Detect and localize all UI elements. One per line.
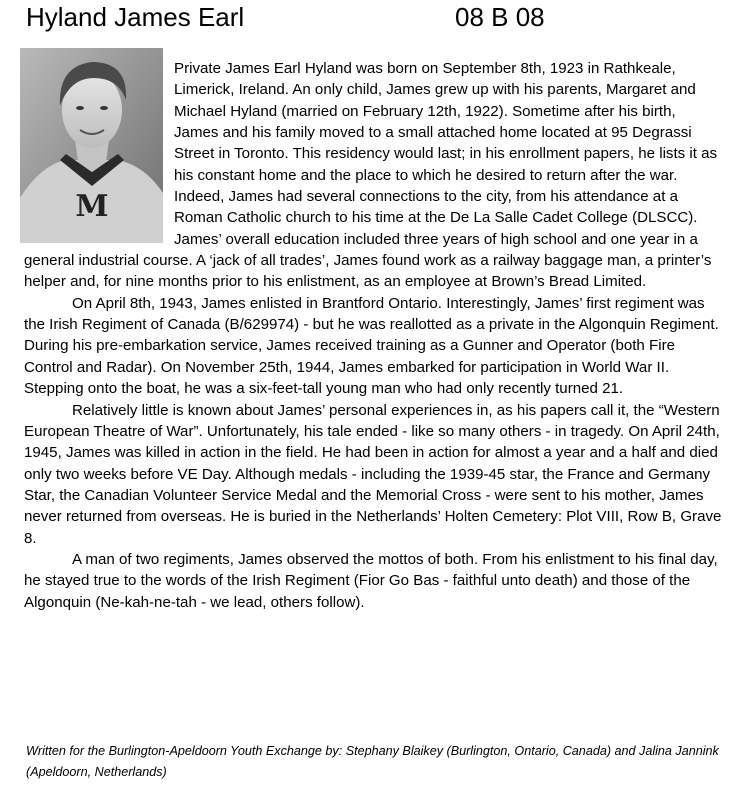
paragraph-early-life: Private James Earl Hyland was born on September 8th, 1923 in Rathkeale, Limerick, Ireland. An only child, James grew up with his parents, Margaret and Michael Hyland (married on February 12th, 1922). Sometime after his birth, James and his family moved to a small attached home located at 95 Degrassi Street in Toronto. This residency would last; in his enrollment papers, he lists it as his constant home and the place to which he desired to return after the war. Indeed, James had several connections to the city, from his attendance at a Roman Catholic church to his time at the De La Salle Cadet College (DLSCC). James’ overall education included three years of high school and one year in a general industrial course. A ‘jack of all trades’, James found work as a railway baggage man, a printer’s helper and, for nine months prior to his enlistment, as an employee at Brown’s Bread Limited. <box>24 60 718 291</box>
paragraph-mottos: A man of two regiments, James observed the mottos of both. From his enlistment to his final day, he stayed true to the words of the Irish Regiment (Fior Go Bas - faithful unto death) and those of the Algonquin (Ne-kah-ne-tah - we lead, others follow). <box>24 550 718 611</box>
page-title: Hyland James Earl <box>26 2 245 32</box>
photo-float-spacer <box>24 58 174 238</box>
author-credit: Written for the Burlington-Apeldoorn Youth Exchange by: Stephany Blaikey (Burlington, Ontario, Canada) and Jalina Jannink (Apeldoorn, Netherlands) <box>26 744 719 779</box>
svg-text:M: M <box>75 189 109 224</box>
paragraph-war-death: Relatively little is known about James’ personal experiences in, as his papers call it, the “Western European Theatre of War”. Unfortunately, his tale ended - like so many others - in tragedy. On April 24th, 1945, James was killed in action in the field. He had been in action for almost a year and a half and died only two weeks before VE Day. Although medals - including the 1939-45 star, the France and Germany Star, the Canadian Volunteer Service Medal and the Memorial Cross - were sent to his mother, James never returned from overseas. He is buried in the Netherlands’ Holten Cemetery: Plot VIII, Row B, Grave 8. <box>24 401 722 547</box>
grave-code: 08 B 08 <box>455 2 545 32</box>
biography-text <box>24 58 724 613</box>
paragraph-enlistment: On April 8th, 1943, James enlisted in Brantford Ontario. Interestingly, James’ first regiment was the Irish Regiment of Canada (B/629974) - but he was reallotted as a private in the Algonquin Regiment. During his pre-embarkation service, James received training as a Gunner and Operator (both Fire Control and Radar). On November 25th, 1944, James embarked for participation in World War II. Stepping onto the boat, he was a six-feet-tall young man who had only recently turned 21. <box>24 294 719 398</box>
